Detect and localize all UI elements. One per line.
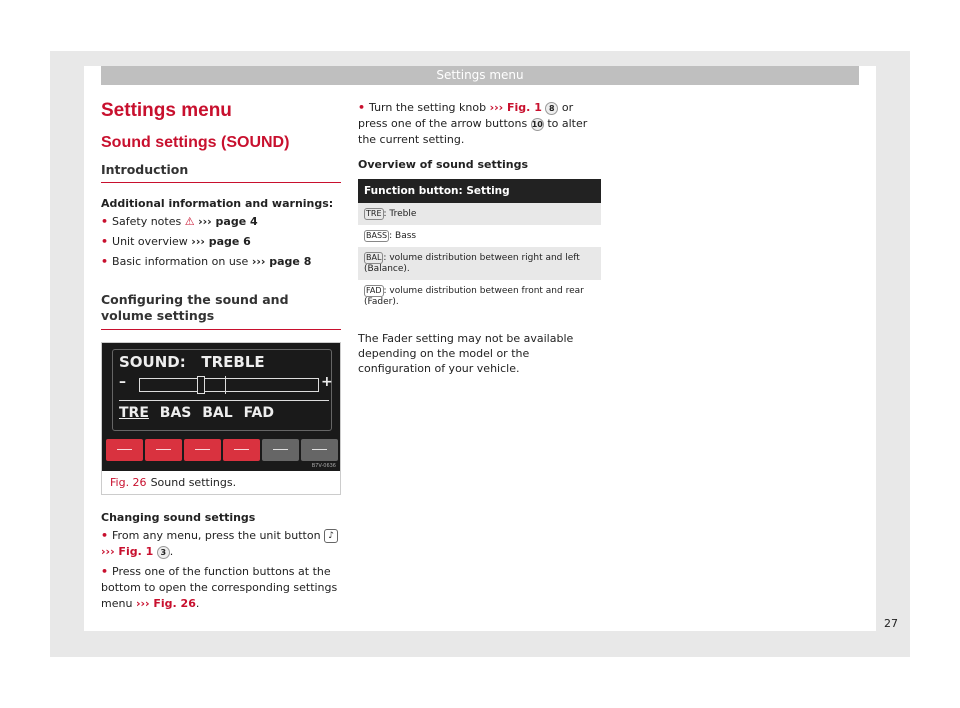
function-button	[301, 439, 338, 461]
key-icon: FAD	[366, 286, 382, 295]
function-button	[262, 439, 299, 461]
list-item: • Press one of the function buttons at the bottom to open the corresponding settings menu ››› Fig. 26.	[101, 565, 338, 610]
left-column	[101, 90, 341, 612]
section-header-bar: Settings menu	[101, 66, 859, 85]
table-row: FAD : volume distribution between front and rear (Fader).	[358, 280, 601, 313]
list-item: • Safety notes ⚠ ››› page 4	[101, 215, 258, 228]
minus-icon: –	[119, 374, 126, 390]
page-link[interactable]: ››› page 6	[191, 235, 251, 248]
screen-title: SOUND: TREBLE	[119, 353, 265, 371]
callout-number: 8	[545, 102, 558, 115]
fader-note: The Fader setting may not be available depending on the model or the configuration of your vehicle.	[358, 332, 574, 375]
page-number: 27	[884, 617, 898, 630]
figure-link[interactable]: ››› Fig. 26	[135, 597, 196, 610]
tab-bas: BAS	[159, 405, 192, 421]
radio-screen-image	[102, 343, 340, 471]
section-title: Sound settings (SOUND)	[101, 134, 290, 151]
tab-tre: TRE	[119, 405, 149, 421]
table-row: BASS : Bass	[358, 225, 601, 247]
slider-track	[139, 378, 319, 392]
divider	[119, 400, 329, 401]
changing-heading: Changing sound settings	[101, 511, 256, 524]
overview-heading: Overview of sound settings	[358, 158, 528, 171]
settings-table	[358, 179, 601, 313]
page-link[interactable]: ››› page 8	[251, 255, 312, 268]
key-icon: BAL	[366, 253, 382, 262]
list-item: • From any menu, press the unit button ♪ ››› Fig. 1 3 .	[101, 528, 341, 560]
right-column	[358, 90, 601, 376]
page-link[interactable]: ››› page 4	[198, 215, 258, 228]
music-note-icon: ♪	[324, 529, 338, 543]
screen-tabs	[119, 405, 274, 421]
figure-link[interactable]: ››› Fig. 1	[101, 545, 154, 558]
additional-info-heading: Additional information and warnings:	[101, 197, 334, 210]
plus-icon: +	[321, 374, 333, 390]
figure-sound-settings	[101, 342, 341, 495]
figure-caption: Fig. 26 Sound settings.	[110, 476, 237, 489]
function-button	[145, 439, 182, 461]
table-row: TRE : Treble	[358, 203, 601, 225]
config-heading: Configuring the sound and volume settings	[101, 292, 341, 330]
function-button	[106, 439, 143, 461]
warning-icon: ⚠	[184, 215, 195, 228]
table-header: Function button: Setting	[358, 179, 601, 203]
function-button	[223, 439, 260, 461]
list-item: • Unit overview ››› page 6	[101, 235, 251, 248]
page-title: Settings menu	[101, 100, 232, 121]
image-code: B7V-0636	[311, 463, 336, 469]
tab-fad: FAD	[243, 405, 274, 421]
list-item: • Basic information on use ››› page 8	[101, 255, 312, 268]
table-row: BAL : volume distribution between right and left (Balance).	[358, 247, 601, 280]
tab-bal: BAL	[202, 405, 233, 421]
figure-link[interactable]: ››› Fig. 1	[489, 101, 542, 114]
list-item: • Turn the setting knob ››› Fig. 1 8 or press one of the arrow buttons 10 to alter the current setting.	[358, 101, 588, 146]
callout-number: 3	[157, 546, 170, 559]
subsection-title: Introduction	[101, 162, 341, 183]
key-icon: BASS	[366, 231, 388, 240]
key-icon: TRE	[366, 209, 382, 218]
slider-knob	[197, 376, 205, 394]
function-buttons	[106, 439, 338, 461]
slider-center-mark	[225, 376, 226, 394]
callout-number: 10	[531, 119, 543, 129]
function-button	[184, 439, 221, 461]
